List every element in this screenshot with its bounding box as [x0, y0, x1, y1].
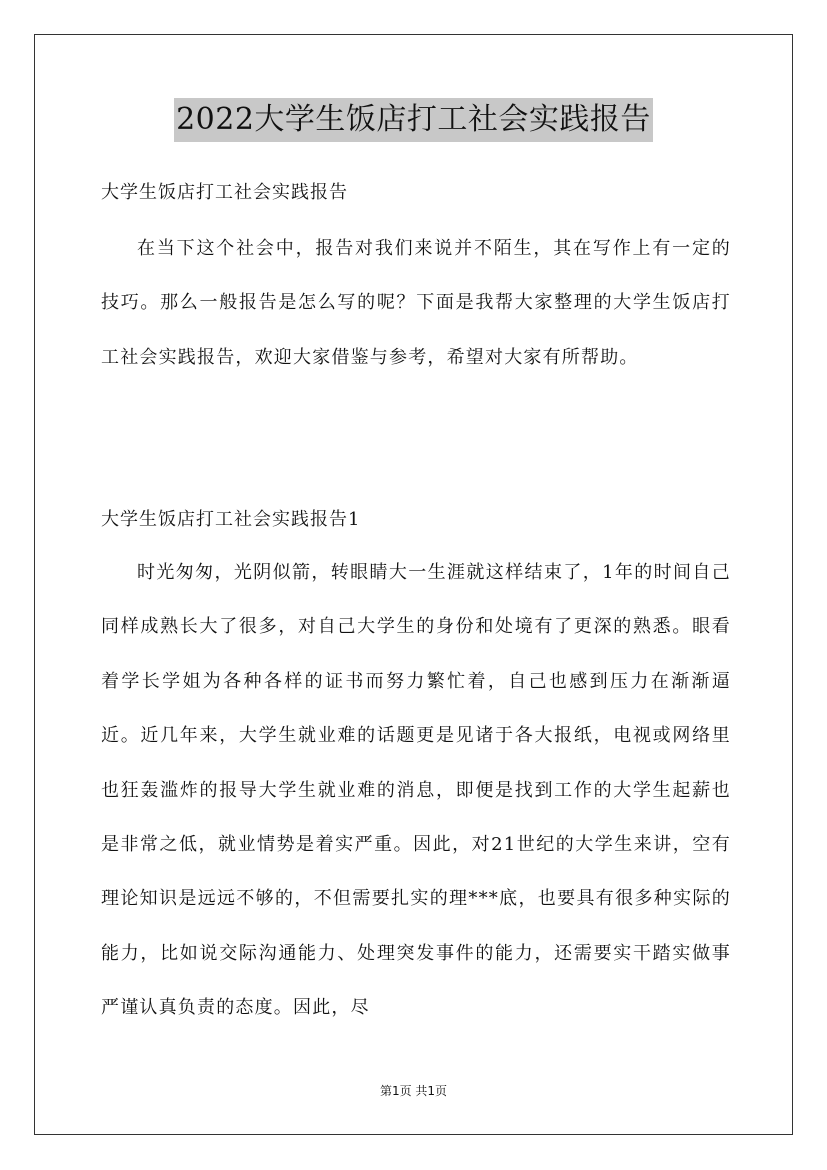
section-heading: 大学生饭店打工社会实践报告1 — [101, 509, 361, 530]
section-body-paragraph: 时光匆匆，光阴似箭，转眼睛大一生涯就这样结束了，1年的时间自己同样成熟长大了很多，对自己大学生的身份和处境有了更深的熟悉。眼看着学长学姐为各种各样的证书而努力繁忙着，自己也感到压力在渐渐逼近。近几年来，大学生就业难的话题更是见诸于各大报纸，电视或网络里也狂轰滥炸的报导大学生就业难的消息，即便是找到工作的大学生起薪也是非常之低，就业情势是着实严重。因此，对21世纪的大学生来讲，空有理论知识是远远不够的，不但需要扎实的理***底，也要具有很多种实际的能力，比如说交际沟通能力、处理突发事件的能力，还需要实干踏实做事严谨认真负责的态度。因此，尽 — [101, 562, 731, 1019]
intro-paragraph: 在当下这个社会中，报告对我们来说并不陌生，其在写作上有一定的技巧。那么一般报告是怎么写的呢？下面是我帮大家整理的大学生饭店打工社会实践报告，欢迎大家借鉴与参考，希望对大家有所帮助。 — [101, 238, 731, 368]
title-container — [0, 98, 827, 142]
page-footer: 第1页 共1页 — [379, 1084, 448, 1098]
document-subtitle: 大学生饭店打工社会实践报告 — [101, 182, 348, 203]
document-title: 2022大学生饭店打工社会实践报告 — [174, 98, 653, 142]
